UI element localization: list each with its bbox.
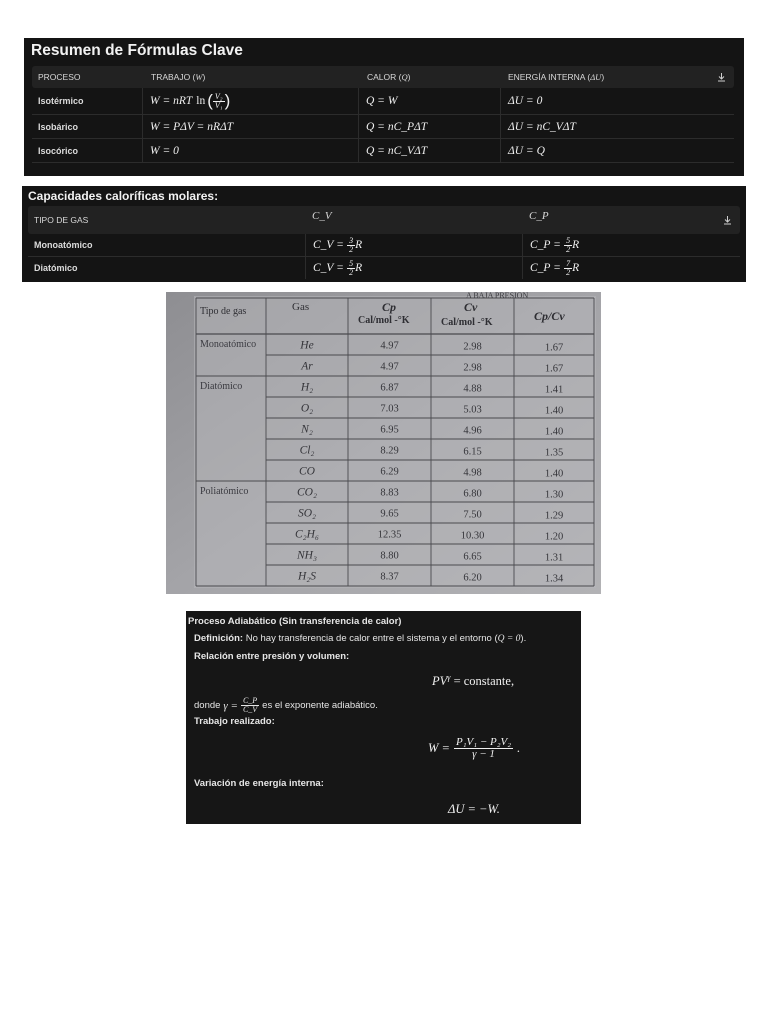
paren-close: ) xyxy=(224,91,231,110)
trabajo-cell xyxy=(142,88,358,114)
photo-cp-cell: 8.80 xyxy=(380,550,399,562)
calor-formula: Q = W xyxy=(366,95,398,107)
formula-row-isobarico xyxy=(32,115,734,139)
capacidades-panel xyxy=(22,186,746,282)
gamma-eq: γ = xyxy=(223,699,238,712)
photo-cv-cell: 6.80 xyxy=(463,488,482,500)
photo-cp-cell: 7.03 xyxy=(380,403,399,415)
eq2-num: P₁V₁ − P₂V₂ xyxy=(455,736,512,748)
photo-ratio-cell: 1.30 xyxy=(544,489,564,501)
row-label: Isotérmico xyxy=(38,96,84,106)
photo-gas-cell: H₂S xyxy=(297,570,317,583)
cv-den: 2 xyxy=(349,244,354,254)
photo-ratio-cell: 1.67 xyxy=(544,342,564,354)
header-calor-label: CALOR ( xyxy=(367,72,402,82)
ln-symbol xyxy=(196,95,205,107)
photo-cv-cell: 4.98 xyxy=(463,467,482,479)
ratio-num: V₂ xyxy=(214,91,223,101)
cp-cell xyxy=(522,234,740,256)
photo-group-label: Monoatómico xyxy=(200,339,257,350)
formulas-title: Resumen de Fórmulas Clave xyxy=(31,42,243,59)
download-icon[interactable] xyxy=(723,215,732,225)
cp-cell xyxy=(522,257,740,279)
gamma-fraction xyxy=(241,697,259,714)
photo-cp-cell: 8.37 xyxy=(380,571,399,583)
calor-cell xyxy=(358,139,500,162)
cp-fraction xyxy=(564,237,572,254)
photo-ratio-cell: 1.31 xyxy=(544,552,564,564)
photo-cv-cell: 2.98 xyxy=(463,362,482,374)
header-calor-symbol: Q xyxy=(401,72,408,82)
gamma-den: C_V xyxy=(242,705,258,714)
donde-rest: es el exponente adiabático. xyxy=(262,700,378,711)
photo-cp-cell: 4.97 xyxy=(380,361,399,373)
photo-cp-cell: 12.35 xyxy=(377,529,402,541)
cv-num: 5 xyxy=(349,258,354,268)
photo-cp-cell: 4.97 xyxy=(380,340,399,352)
cp-den: 2 xyxy=(566,267,571,277)
photo-ratio-cell: 1.67 xyxy=(544,363,564,375)
cp-left: C_P = xyxy=(530,239,561,251)
adiabatico-title: Proceso Adiabático (Sin transferencia de calor) xyxy=(188,616,402,627)
photo-header-gas: Gas xyxy=(292,301,310,313)
photo-cv-cell: 5.03 xyxy=(463,404,482,416)
trabajo-label xyxy=(194,716,275,727)
energia-cell xyxy=(500,115,734,138)
cp-num: 5 xyxy=(566,235,571,245)
header-cp xyxy=(529,198,549,234)
cv-cell xyxy=(305,234,522,256)
capacidades-title: Capacidades caloríficas molares: xyxy=(28,189,219,203)
photo-gas-cell: Ar xyxy=(301,360,313,373)
volume-ratio xyxy=(213,93,225,110)
calor-formula: Q = nC_PΔT xyxy=(366,120,428,133)
gas-table-drawing xyxy=(166,292,601,594)
photo-ratio-cell: 1.34 xyxy=(544,573,564,585)
trabajo-formula: W = 0 xyxy=(150,144,179,157)
header-trabajo xyxy=(151,66,205,88)
photo-cv-cell: 6.20 xyxy=(463,572,482,584)
photo-cv-cell: 7.50 xyxy=(463,509,482,521)
header-energia-symbol: ΔU xyxy=(590,72,602,82)
gamma-num: C_P xyxy=(242,696,258,705)
delta-u-equation: ΔU = −W. xyxy=(448,802,500,816)
photo-gas-cell: C₂H₆ xyxy=(295,528,319,541)
calor-formula: Q = nC_VΔT xyxy=(366,144,428,157)
photo-ratio-cell: 1.41 xyxy=(544,384,564,396)
eq1-right: = constante, xyxy=(453,674,515,689)
formulas-table xyxy=(32,66,734,163)
photo-gas-cell: Cl₂ xyxy=(299,444,315,457)
energia-cell xyxy=(500,139,734,162)
eq1-left: PV xyxy=(432,674,448,689)
photo-ratio-cell: 1.40 xyxy=(544,468,564,480)
photo-gas-cell: CO₂ xyxy=(297,486,317,499)
header-cv xyxy=(312,198,332,234)
capacidad-row-diatomico xyxy=(28,257,740,279)
formulas-panel xyxy=(24,38,744,176)
definicion-eq: Q = 0 xyxy=(497,634,521,644)
cp-fraction xyxy=(564,260,572,277)
photo-ratio-cell: 1.29 xyxy=(544,510,564,522)
paren-open: ( xyxy=(207,91,213,110)
photo-cv-cell: 4.96 xyxy=(463,425,482,437)
trabajo-cell xyxy=(142,139,358,162)
capacidades-table xyxy=(28,206,740,279)
photo-ratio-cell: 1.35 xyxy=(544,447,564,459)
header-proceso: PROCESO xyxy=(38,72,81,82)
header-energia-label: ENERGÍA INTERNA ( xyxy=(508,72,591,82)
photo-group-label: Poliatómico xyxy=(200,486,249,497)
photo-group-label: Diatómico xyxy=(200,381,243,392)
cv-fraction xyxy=(347,237,355,254)
trabajo-formula: W = PΔV = nRΔT xyxy=(150,120,234,133)
eq2-den: γ − 1 xyxy=(472,748,495,760)
ratio-den: V₁ xyxy=(214,100,223,110)
photo-gas-cell: N₂ xyxy=(301,423,313,436)
photo-ratio-cell: 1.20 xyxy=(544,531,564,543)
donde-line xyxy=(194,697,378,714)
adiabatico-panel xyxy=(186,611,581,824)
photo-cp-cell: 6.29 xyxy=(380,466,399,478)
photo-gas-cell: NH₃ xyxy=(297,549,317,562)
pv-gamma-equation xyxy=(432,673,514,689)
capacidad-row-monoatomico xyxy=(28,234,740,257)
cp-num: 7 xyxy=(566,258,571,268)
cv-den: 2 xyxy=(349,267,354,277)
photo-cv-cell: 6.65 xyxy=(463,551,482,563)
definicion-end: ). xyxy=(520,633,527,644)
photo-header-cv: Cv xyxy=(464,300,478,314)
photo-cp-cell: 9.65 xyxy=(380,508,399,520)
header-trabajo-symbol: W xyxy=(195,72,203,82)
formula-row-isocorico xyxy=(32,139,734,163)
relacion-label xyxy=(194,651,349,662)
formulas-table-header xyxy=(32,66,734,88)
photo-gas-cell: O₂ xyxy=(300,402,314,415)
cv-num: 3 xyxy=(349,235,354,245)
definicion-label: Definición: xyxy=(194,633,244,644)
donde-text: donde xyxy=(194,700,221,711)
variacion-label-text: Variación de energía interna: xyxy=(194,778,324,789)
photo-gas-cell: He xyxy=(300,339,314,352)
photo-header-cp: Cp xyxy=(382,300,397,314)
gas-table-photo xyxy=(166,292,601,594)
photo-cp-cell: 6.87 xyxy=(380,382,399,394)
eq2-left: W = xyxy=(428,741,450,755)
cv-right: R xyxy=(355,239,363,251)
energia-formula: ΔU = Q xyxy=(508,144,545,157)
capacidades-table-header xyxy=(28,206,740,234)
cv-cell xyxy=(305,257,522,279)
photo-gas-cell: H₂ xyxy=(300,381,314,394)
photo-header-cp-units: Cal/mol -°K xyxy=(358,315,410,326)
cp-right: R xyxy=(572,262,580,274)
header-energia-close: ) xyxy=(601,72,605,82)
photo-header-cv-units: Cal/mol -°K xyxy=(441,317,493,328)
work-equation xyxy=(428,737,520,760)
photo-ratio-cell: 1.40 xyxy=(544,426,564,438)
row-label: Isobárico xyxy=(38,121,79,132)
cv-left: C_V = xyxy=(313,262,344,274)
row-label: Monoatómico xyxy=(34,240,93,250)
photo-gas-cell: CO xyxy=(299,465,315,478)
row-label: Diatómico xyxy=(34,263,78,273)
trabajo-cell xyxy=(142,115,358,138)
header-calor-close: ) xyxy=(407,72,411,82)
cv-right: R xyxy=(355,262,363,274)
photo-cv-cell: 6.15 xyxy=(463,446,482,458)
work-fraction xyxy=(454,737,513,760)
photo-cv-cell: 4.88 xyxy=(463,383,482,395)
photo-header-ratio: Cp/Cv xyxy=(534,309,565,323)
cp-right: R xyxy=(572,239,580,251)
header-energia xyxy=(508,66,604,88)
cv-left: C_V = xyxy=(313,239,344,251)
photo-ratio-cell: 1.40 xyxy=(544,405,564,417)
photo-cv-cell: 10.30 xyxy=(460,530,485,542)
header-cv-symbol: C_V xyxy=(312,210,332,222)
header-trabajo-label: TRABAJO ( xyxy=(151,72,196,82)
energia-cell xyxy=(500,88,734,114)
energia-formula: ΔU = nC_VΔT xyxy=(508,120,576,133)
photo-cv-cell: 2.98 xyxy=(463,341,482,353)
header-tipo: TIPO DE GAS xyxy=(34,215,89,225)
photo-top-text: A BAJA PRESIÓN xyxy=(466,292,529,300)
definicion-line xyxy=(194,633,526,644)
photo-cp-cell: 6.95 xyxy=(380,424,399,436)
photo-cp-cell: 8.29 xyxy=(380,445,399,457)
cp-den: 2 xyxy=(566,244,571,254)
formula-row-isotermico xyxy=(32,88,734,115)
definicion-text: No hay transferencia de calor entre el sistema y el entorno ( xyxy=(245,633,498,644)
trabajo-formula: W = nRT xyxy=(150,95,193,107)
photo-gas-cell: SO₂ xyxy=(297,507,317,520)
trabajo-label-text: Trabajo realizado: xyxy=(194,716,275,727)
cp-left: C_P = xyxy=(530,262,561,274)
eq1-exponent: γ xyxy=(447,673,451,682)
row-label: Isocórico xyxy=(38,145,79,156)
cv-fraction xyxy=(347,260,355,277)
header-cp-symbol: C_P xyxy=(529,210,549,222)
calor-cell xyxy=(358,88,500,114)
variacion-label xyxy=(194,778,324,789)
header-calor xyxy=(367,66,410,88)
eq2-end: . xyxy=(517,741,521,755)
calor-cell xyxy=(358,115,500,138)
ln-text: ln xyxy=(196,95,206,107)
header-trabajo-close: ) xyxy=(202,72,206,82)
download-icon[interactable] xyxy=(717,72,726,82)
photo-cp-cell: 8.83 xyxy=(380,487,399,499)
photo-header-tipo: Tipo de gas xyxy=(200,306,247,317)
relacion-label-text: Relación entre presión y volumen: xyxy=(194,651,350,662)
energia-formula: ΔU = 0 xyxy=(508,95,543,107)
